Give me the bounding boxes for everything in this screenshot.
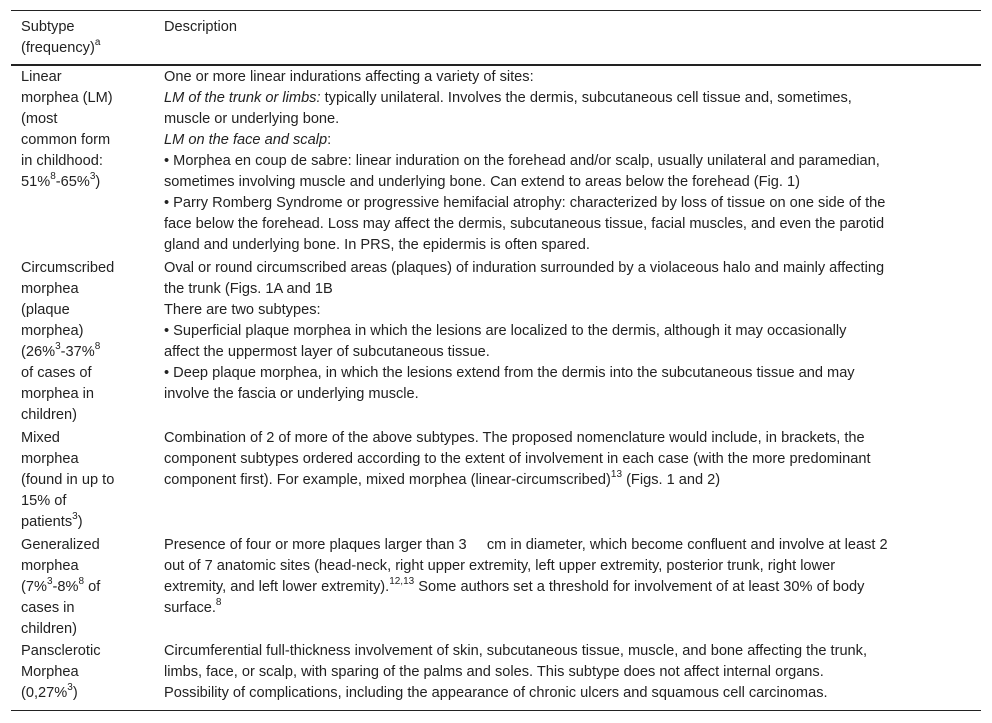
row-pansclerotic-subtype: Pansclerotic Morphea (0,27%$^3$) — [21, 643, 101, 701]
row-generalized-subtype: Generalized morphea (7%$^3$-8%$^8$ of cases in children) — [21, 537, 101, 637]
row-mixed-subtype: Mixed morphea (found in up to 15% of patients$^3$) — [21, 430, 115, 530]
table-top-rule — [11, 10, 981, 11]
row-generalized-description: Presence of four or more plaques larger than 3 cm in diameter, which become confluent and involve at least 2 out of 7 anatomic sites (head-neck, right upper extremity, left upper extremity, posterior trunk, right lower extremity, and left lower extremity).$^{12,13}$ Some authors set a threshold for involvement of at least 30% of body surface.$^8$ — [164, 537, 888, 616]
header-subtype: Subtype (frequency)$^a$ — [21, 19, 101, 56]
header-description: Description — [164, 19, 237, 35]
row-mixed-description: Combination of 2 of more of the above subtypes. The proposed nomenclature would include, in brackets, the component subtypes ordered according to the extent of involvement in each case (with the more predominant component first). For example, mixed morphea (linear-circumscribed)$^{13}$ (Figs. 1 and 2) — [164, 430, 871, 488]
row-linear-description: One or more linear indurations affecting a variety of sites: LM of the trunk or limbs: typically unilateral. Involves the dermis, subcutaneous cell tissue and, sometimes, muscle or underlying bone. LM on the face and scalp: • Morphea en coup de sabre: linear induration on the forehead and/or scalp, usually unilateral and paramedian, sometimes involving muscle and underlying bone. Can extend to areas below the forehead (Fig. 1) • Parry Romberg Syndrome or progressive hemifacial atrophy: characterized by loss of tissue on one side of the face below the forehead. Loss may affect the dermis, subcutaneous tissue, facial muscles, and even the parotid gland and underlying bone. In PRS, the epidermis is often spared. — [164, 69, 886, 253]
row-circumscribed-description: Oval or round circumscribed areas (plaques) of induration surrounded by a violaceous halo and mainly affecting the trunk (Figs. 1A and 1B There are two subtypes: • Superficial plaque morphea in which the lesions are localized to the dermis, although it may occasionally affect the uppermost layer of subcutaneous tissue. • Deep plaque morphea, in which the lesions extend from the dermis into the subcutaneous tissue and may involve the fascia or underlying muscle. — [164, 260, 885, 402]
row-linear-subtype: Linear morphea (LM) (most common form in childhood: 51%$^8$-65%$^3$) — [21, 69, 113, 190]
row-pansclerotic-description: Circumferential full-thickness involvement of skin, subcutaneous tissue, muscle, and bone affecting the trunk, limbs, face, or scalp, with sparing of the palms and soles. This subtype does not affect internal organs. Possibility of complications, including the appearance of chronic ulcers and squamous cell carcinomas. — [164, 643, 868, 701]
row-circumscribed-subtype: Circumscribed morphea (plaque morphea) (26%$^3$-37%$^8$ of cases of morphea in children) — [21, 260, 115, 423]
header-separator-rule — [11, 64, 981, 66]
table-bottom-rule — [11, 710, 981, 711]
